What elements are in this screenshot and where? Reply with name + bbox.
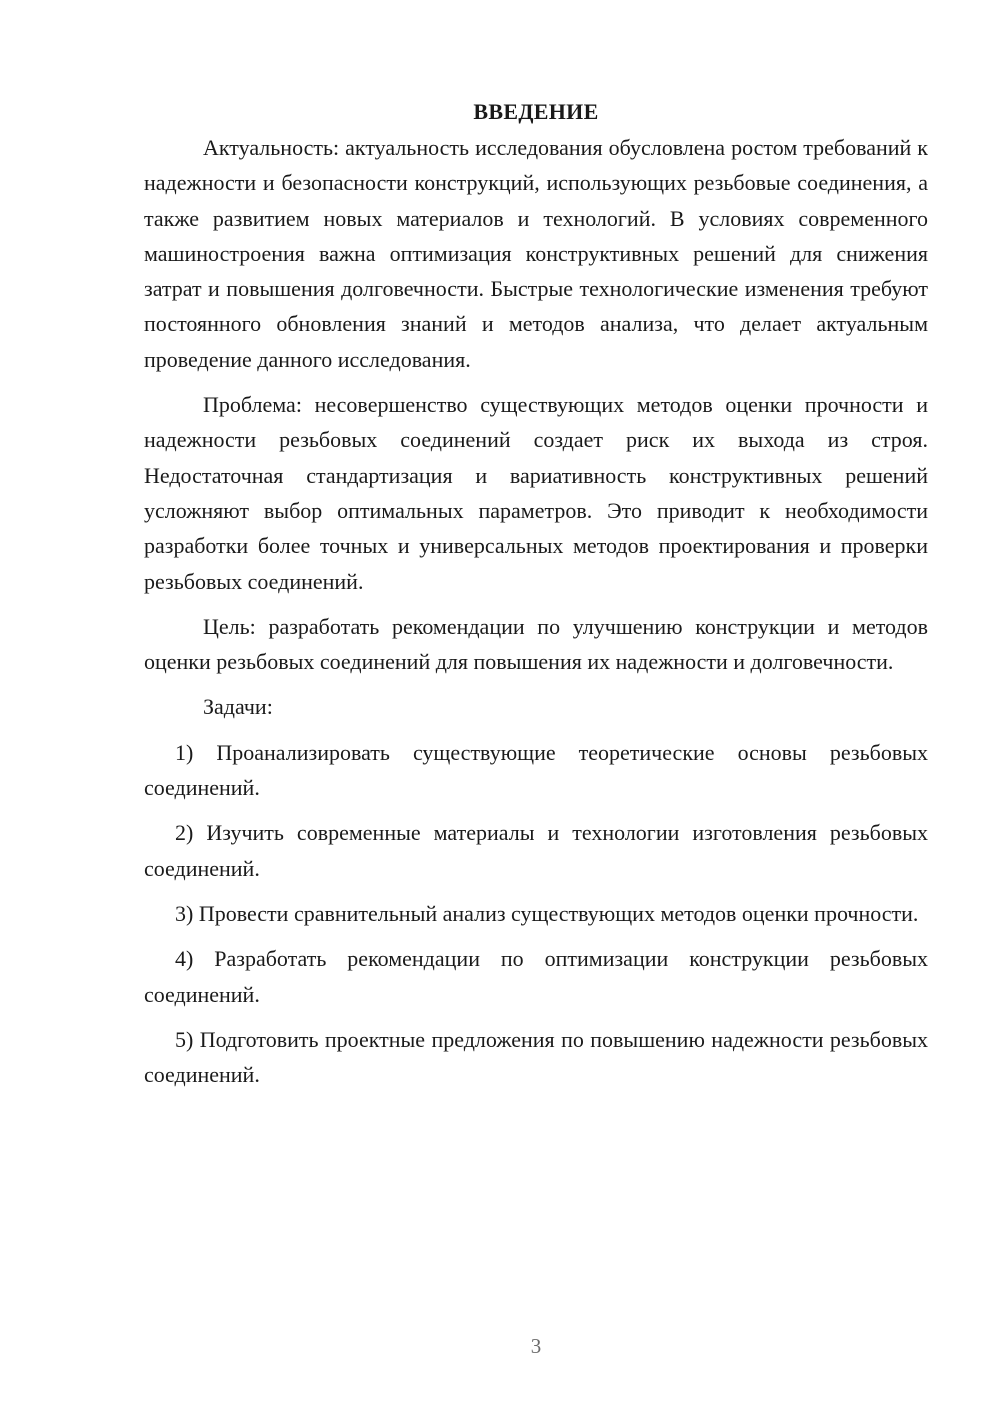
page-number: 3 <box>530 1334 542 1358</box>
task-item: 3) Провести сравнительный анализ существующих методов оценки прочности. <box>175 900 919 926</box>
task-item: 5) Подготовить проектные предложения по повышению надежности резьбовых соединений. <box>144 1026 928 1088</box>
task-item: 1) Проанализировать существующие теоретические основы резьбовых соединений. <box>144 739 928 801</box>
page-content <box>144 94 928 1092</box>
paragraph-relevance: Актуальность: актуальность исследования обусловлена ростом требований к надежности и безопасности конструкций, использующих резьбовые соединения, а также развитием новых материалов и технологий. В условиях современного машиностроения важна оптимизация конструктивных решений для снижения затрат и повышения долговечности. Быстрые технологические изменения требуют постоянного обновления знаний и методов анализа, что делает актуальным проведение данного исследования. <box>144 135 928 372</box>
task-item: 2) Изучить современные материалы и технологии изготовления резьбовых соединений. <box>144 820 928 881</box>
paragraph-problem: Проблема: несовершенство существующих методов оценки прочности и надежности резьбовых соединений создает риск их выхода из строя. Недостаточная стандартизация и вариативность конструктивных решений усложняют выбор оптимальных параметров. Это приводит к необходимости разработки более точных и универсальных методов проектирования и проверки резьбовых соединений. <box>144 392 928 594</box>
task-item: 4) Разработать рекомендации по оптимизации конструкции резьбовых соединений. <box>144 946 928 1007</box>
tasks-list <box>144 735 928 1093</box>
page-title: ВВЕДЕНИЕ <box>473 99 599 124</box>
paragraph-goal: Цель: разработать рекомендации по улучшению конструкции и методов оценки резьбовых соединений для повышения их надежности и долговечности. <box>144 613 928 675</box>
tasks-heading: Задачи: <box>203 694 273 720</box>
